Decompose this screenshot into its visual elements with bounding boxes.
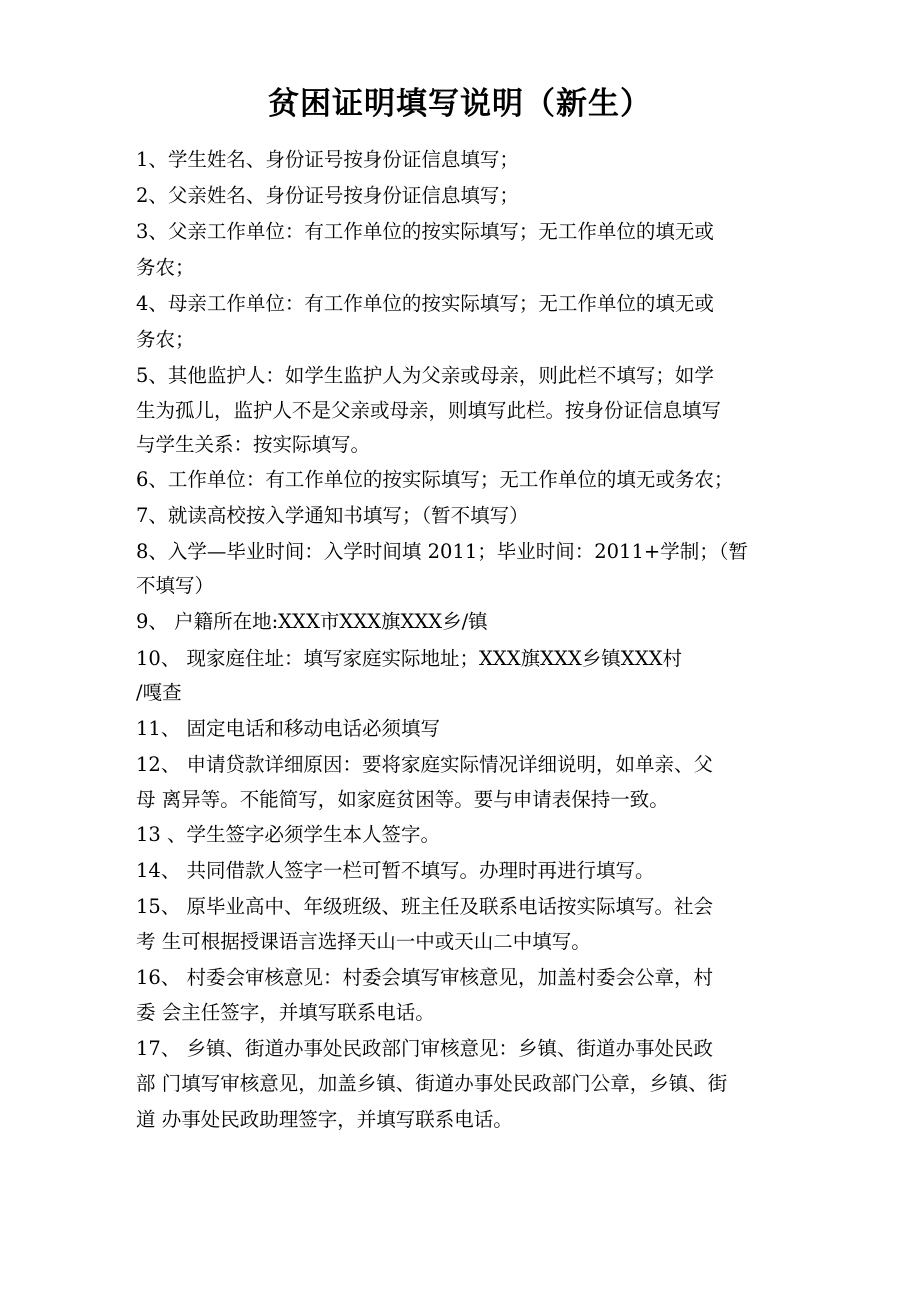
text-line: 部 门填写审核意见，加盖乡镇、街道办事处民政部门公章，乡镇、街	[136, 1072, 728, 1095]
text-line: 3、父亲工作单位：有工作单位的按实际填写；无工作单位的填无或	[136, 220, 714, 243]
text-line: 委 会主任签字，并填写联系电话。	[136, 1001, 435, 1024]
page-title: 贫困证明填写说明（新生）	[268, 86, 652, 122]
text-line: 12、 申请贷款详细原因：要将家庭实际情况详细说明，如单亲、父	[136, 753, 714, 776]
text-line: 生为孤儿，监护人不是父亲或母亲，则填写此栏。按身份证信息填写	[136, 399, 722, 422]
text-line: 考 生可根据授课语言选择天山一中或天山二中填写。	[136, 930, 591, 953]
text-line: 15、 原毕业高中、年级班级、班主任及联系电话按实际填写。社会	[136, 895, 714, 918]
text-line: 4、母亲工作单位：有工作单位的按实际填写；无工作单位的填无或	[136, 292, 714, 315]
text-line: 务农；	[136, 328, 195, 351]
text-line: 13 、学生签字必须学生本人签字。	[136, 823, 441, 846]
text-line: 8、入学—毕业时间：入学时间填 2011；毕业时间：2011+学制；（暂	[136, 540, 748, 563]
text-line: 5、其他监护人：如学生监护人为父亲或母亲，则此栏不填写；如学	[136, 364, 714, 387]
text-line: 务农；	[136, 256, 195, 279]
text-line: 6、工作单位：有工作单位的按实际填写；无工作单位的填无或务农；	[136, 468, 734, 491]
text-line: 16、 村委会审核意见：村委会填写审核意见，加盖村委会公章，村	[136, 966, 714, 989]
text-line: 14、 共同借款人签字一栏可暂不填写。办理时再进行填写。	[136, 859, 655, 882]
text-line: 11、 固定电话和移动电话必须填写	[136, 717, 441, 740]
text-line: 1、学生姓名、身份证号按身份证信息填写；	[136, 148, 519, 171]
text-line: 9、 户籍所在地:XXX市XXX旗XXX乡/镇	[136, 610, 488, 633]
text-line: /嘎查	[136, 681, 182, 704]
text-line: 2、父亲姓名、身份证号按身份证信息填写；	[136, 184, 519, 207]
text-line: 不填写）	[136, 574, 215, 597]
text-line: 母 离异等。不能简写，如家庭贫困等。要与申请表保持一致。	[136, 788, 669, 811]
text-line: 17、 乡镇、街道办事处民政部门审核意见：乡镇、街道办事处民政	[136, 1037, 714, 1060]
text-line: 10、 现家庭住址：填写家庭实际地址；XXX旗XXX乡镇XXX村	[136, 647, 682, 670]
text-line: 道 办事处民政助理签字，并填写联系电话。	[136, 1108, 513, 1131]
text-line: 与学生关系：按实际填写。	[136, 433, 371, 456]
text-line: 7、就读高校按入学通知书填写；（暂不填写）	[136, 504, 529, 527]
